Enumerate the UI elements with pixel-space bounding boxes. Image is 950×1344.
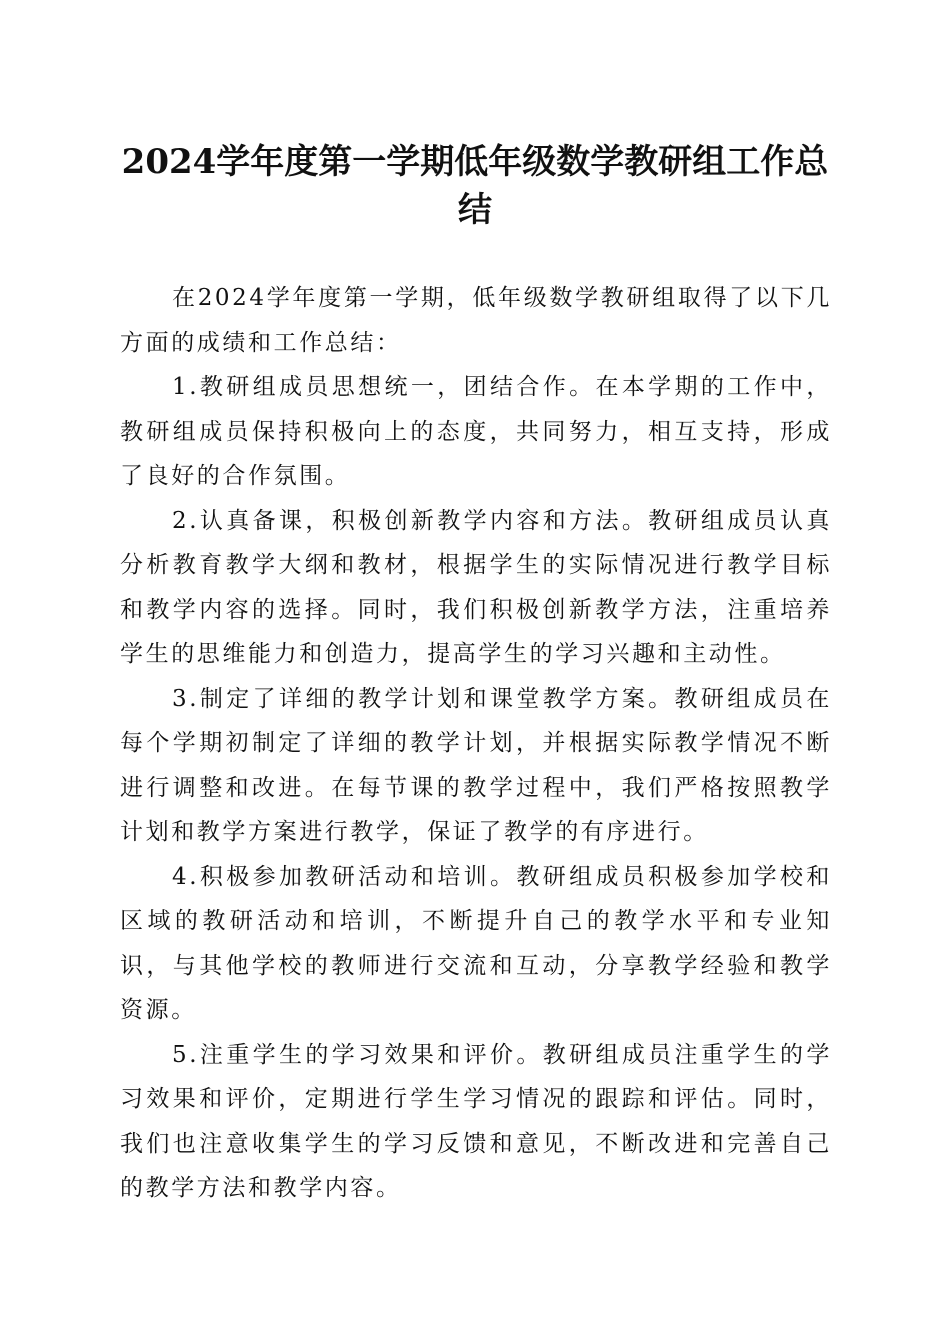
paragraph-item-2: 2.认真备课，积极创新教学内容和方法。教研组成员认真分析教育教学大纲和教材，根据学生的实际情况进行教学目标和教学内容的选择。同时，我们积极创新教学方法，注重培养学生的思维能力和创造力，提高学生的学习兴趣和主动性。 xyxy=(120,507,832,667)
paragraph-item-5: 5.注重学生的学习效果和评价。教研组成员注重学生的学习效果和评价，定期进行学生学习情况的跟踪和评估。同时，我们也注意收集学生的学习反馈和意见，不断改进和完善自己的教学方法和教学内容。 xyxy=(120,1041,832,1201)
paragraph-item-1: 1.教研组成员思想统一，团结合作。在本学期的工作中，教研组成员保持积极向上的态度，共同努力，相互支持，形成了良好的合作氛围。 xyxy=(120,374,832,489)
paragraph-item-4: 4.积极参加教研活动和培训。教研组成员积极参加学校和区域的教研活动和培训，不断提升自己的教学水平和专业知识，与其他学校的教师进行交流和互动，分享教学经验和教学资源。 xyxy=(120,863,832,1023)
document-title: 2024学年度第一学期低年级数学教研组工作总结 xyxy=(121,142,829,230)
intro-paragraph: 在2024学年度第一学期，低年级数学教研组取得了以下几方面的成绩和工作总结： xyxy=(120,285,832,356)
document-body xyxy=(120,276,832,1211)
paragraph-item-3: 3.制定了详细的教学计划和课堂教学方案。教研组成员在每个学期初制定了详细的教学计划，并根据实际教学情况不断进行调整和改进。在每节课的教学过程中，我们严格按照教学计划和教学方案进行教学，保证了教学的有序进行。 xyxy=(120,685,832,845)
